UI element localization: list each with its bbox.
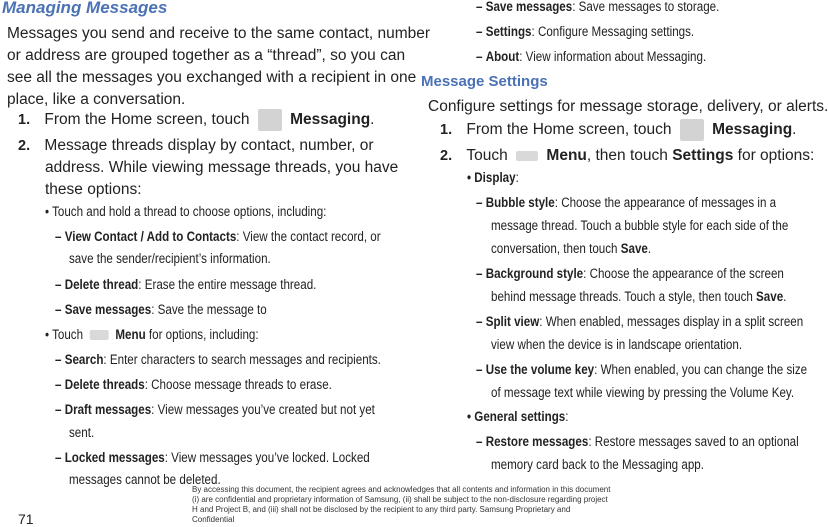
item-bubble-style-cont2 <box>491 241 651 256</box>
sub-item-delete-thread <box>55 277 316 292</box>
item-label: View Contact / Add to Contacts <box>64 229 237 244</box>
step-text: From the Home screen, touch <box>466 121 672 139</box>
sub-item-locked-cont: messages cannot be deleted. <box>69 472 221 487</box>
item-text: : Configure Messaging settings. <box>531 24 695 39</box>
settings-label: Settings <box>672 147 734 164</box>
step-number: 1. <box>18 112 31 129</box>
menu-label: Menu <box>546 147 587 164</box>
dash: – <box>55 277 62 292</box>
step-2-line-2: address. While viewing message threads, you have <box>45 159 399 176</box>
intro-line-2: or address are grouped together as a “thread”, so you can <box>7 47 406 64</box>
item-label: Bubble style <box>485 195 555 210</box>
bullet-touch-hold: • Touch and hold a thread to choose options, including: <box>45 204 327 219</box>
item-label: Search <box>64 352 104 367</box>
step-mid: , then touch <box>586 147 668 164</box>
item-background-style-cont <box>491 289 786 304</box>
item-split-view-cont: view when the device is in landscape orientation. <box>491 337 743 352</box>
dash: – <box>476 434 483 449</box>
dash: – <box>55 229 62 244</box>
item-text: : View messages you’ve created but not yet <box>151 402 375 417</box>
messaging-app-icon[interactable] <box>680 119 704 141</box>
right-item-about <box>476 49 706 64</box>
messaging-app-icon[interactable] <box>258 109 282 131</box>
right-step-1 <box>440 119 796 141</box>
menu-icon[interactable] <box>90 330 109 340</box>
dash: – <box>55 377 62 392</box>
item-label: Use the volume key <box>485 362 595 377</box>
item-text: : Choose the appearance of the screen <box>583 266 784 281</box>
dash: – <box>55 352 62 367</box>
bullet-general-settings <box>467 409 569 424</box>
bullet-text: for options, including: <box>145 327 259 342</box>
dash: – <box>476 24 483 39</box>
item-bubble-style <box>476 195 776 210</box>
dash: – <box>476 266 483 281</box>
item-label: Restore messages <box>485 434 589 449</box>
item-text: : Restore messages saved to an optional <box>588 434 799 449</box>
item-split-view <box>476 314 803 329</box>
right-item-save-messages <box>476 0 719 14</box>
item-label: Save messages <box>64 302 152 317</box>
confidentiality-notice: By accessing this document, the recipient agrees and acknowledges that all contents and information in this document (i) are confidential and proprietary information of Samsung, (ii) shall be subject to the non-disclosure regarding project H and Project B, and (iii) shall not be disclosed by the recipient to any third party. Samsung Proprietary and Confidential <box>192 485 611 524</box>
dash: – <box>476 195 483 210</box>
bullet-touch-menu <box>45 327 259 342</box>
sub-item-save-messages <box>55 302 267 317</box>
bullet-prefix: • Touch <box>45 327 84 342</box>
item-end: . <box>783 289 787 304</box>
step-number: 2. <box>18 138 31 154</box>
item-volume-key <box>476 362 807 377</box>
dash: – <box>476 49 483 64</box>
item-label: Draft messages <box>64 402 152 417</box>
item-label: About <box>485 49 520 64</box>
item-text: : Choose message threads to erase. <box>144 377 332 392</box>
step-end: . <box>792 121 797 139</box>
sub-item-search <box>55 352 381 367</box>
bullet-label: • Display <box>467 170 516 185</box>
dash: – <box>55 450 62 465</box>
item-text: : When enabled, you can change the size <box>594 362 808 377</box>
item-label: Delete threads <box>64 377 145 392</box>
section-intro: Configure settings for message storage, delivery, or alerts. <box>428 98 828 115</box>
item-label: Delete thread <box>64 277 139 292</box>
item-text: : Erase the entire message thread. <box>138 277 317 292</box>
messaging-label: Messaging <box>290 111 371 129</box>
sub-item-locked-messages <box>55 450 370 465</box>
dash: – <box>476 0 483 14</box>
item-restore-messages <box>476 434 799 449</box>
bullet-colon: : <box>515 170 519 185</box>
step-text: From the Home screen, touch <box>44 111 250 129</box>
step-number: 1. <box>440 122 453 139</box>
dash: – <box>55 402 62 417</box>
sub-item-delete-threads <box>55 377 332 392</box>
step-number: 2. <box>440 148 453 164</box>
item-text: : When enabled, messages display in a split screen <box>539 314 804 329</box>
item-end: . <box>647 241 652 256</box>
item-label: Save messages <box>485 0 573 14</box>
item-text: behind message threads. Touch a style, then touch <box>491 289 757 304</box>
intro-line-3: see all the messages you exchanged with a recipient in one <box>7 69 417 86</box>
step-end: . <box>370 111 375 129</box>
item-label: Background style <box>485 266 584 281</box>
dash: – <box>55 302 62 317</box>
item-text: : Save the message to <box>151 302 267 317</box>
save-label: Save <box>756 289 784 304</box>
step-text: Message threads display by contact, number, or <box>44 137 374 154</box>
menu-label: Menu <box>115 327 146 342</box>
bullet-label: • General settings <box>467 409 566 424</box>
left-step-2 <box>18 135 374 157</box>
page-title: Managing Messages <box>2 0 168 17</box>
item-volume-key-cont: of message text while viewing by pressing the Volume Key. <box>491 385 795 400</box>
save-label: Save <box>620 241 648 256</box>
messaging-label: Messaging <box>712 121 793 139</box>
bullet-display <box>467 170 519 185</box>
left-step-1 <box>18 109 374 131</box>
menu-icon[interactable] <box>516 151 538 161</box>
item-label: Split view <box>485 314 540 329</box>
item-restore-messages-cont: memory card back to the Messaging app. <box>491 457 704 472</box>
item-text: : Save messages to storage. <box>572 0 720 14</box>
item-background-style <box>476 266 784 281</box>
right-item-settings <box>476 24 694 39</box>
sub-item-draft-cont: sent. <box>69 425 95 440</box>
step-text: Touch <box>466 147 508 164</box>
item-label: Settings <box>485 24 532 39</box>
intro-line-4: place, like a conversation. <box>7 91 186 108</box>
item-bubble-style-cont: message thread. Touch a bubble style for each side of the <box>491 218 789 233</box>
right-step-2 <box>440 145 814 167</box>
item-text: conversation, then touch <box>491 241 621 256</box>
sub-item-view-contact <box>55 229 381 244</box>
dash: – <box>476 362 483 377</box>
item-text: : Choose the appearance of messages in a <box>554 195 777 210</box>
bullet-colon: : <box>565 409 569 424</box>
item-label: Locked messages <box>64 450 165 465</box>
item-text: : View messages you’ve locked. Locked <box>164 450 370 465</box>
dash: – <box>476 314 483 329</box>
intro-line-1: Messages you send and receive to the same contact, number <box>7 25 431 42</box>
step-2-line-3: these options: <box>45 181 142 198</box>
section-title: Message Settings <box>421 73 548 90</box>
step-end: for options: <box>733 147 815 164</box>
sub-item-draft-messages <box>55 402 375 417</box>
sub-item-view-contact-cont: save the sender/recipient’s information. <box>69 251 271 266</box>
item-text: : View the contact record, or <box>236 229 381 244</box>
page-number: 71 <box>18 511 34 527</box>
item-text: : Enter characters to search messages and recipients. <box>103 352 381 367</box>
item-text: : View information about Messaging. <box>519 49 707 64</box>
